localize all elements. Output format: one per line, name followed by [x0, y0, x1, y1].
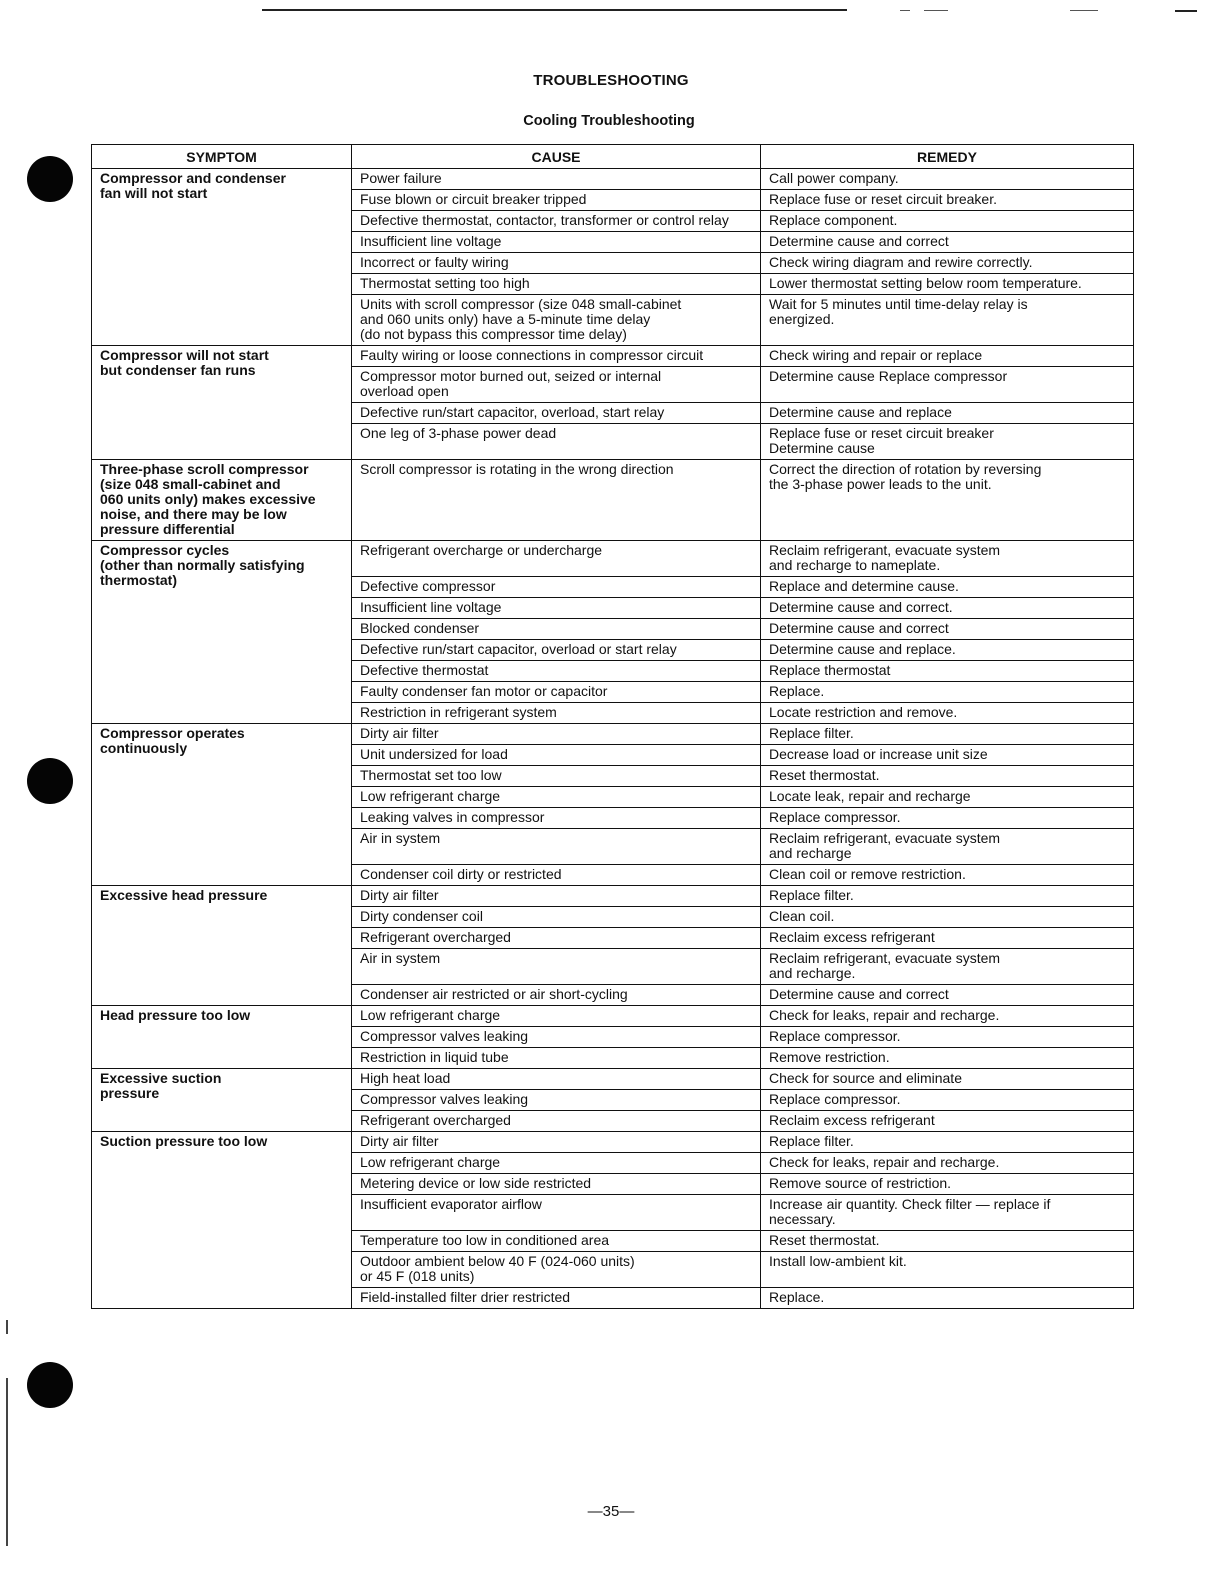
table-row [92, 460, 1134, 541]
remedy-cell: Determine cause and replace. [761, 640, 1134, 661]
remedy-cell: Replace thermostat [761, 661, 1134, 682]
remedy-cell: Replace and determine cause. [761, 577, 1134, 598]
cause-cell: Unit undersized for load [352, 745, 761, 766]
cause-cell: Thermostat setting too high [352, 274, 761, 295]
cause-cell: Metering device or low side restricted [352, 1174, 761, 1195]
remedy-cell: Determine cause and correct. [761, 598, 1134, 619]
binder-hole [27, 758, 73, 804]
cause-cell: Low refrigerant charge [352, 1006, 761, 1027]
remedy-cell: Check for leaks, repair and recharge. [761, 1006, 1134, 1027]
remedy-cell: Check for leaks, repair and recharge. [761, 1153, 1134, 1174]
table-row [92, 541, 1134, 577]
remedy-cell: Remove source of restriction. [761, 1174, 1134, 1195]
remedy-cell: Reclaim refrigerant, evacuate system and recharge to nameplate. [761, 541, 1134, 577]
remedy-cell: Reset thermostat. [761, 766, 1134, 787]
cause-cell: Scroll compressor is rotating in the wrong direction [352, 460, 761, 541]
remedy-cell: Replace filter. [761, 724, 1134, 745]
remedy-cell: Replace fuse or reset circuit breaker. [761, 190, 1134, 211]
symptom-cell: Compressor and condenser fan will not start [92, 169, 352, 346]
scan-edge-mark [6, 1378, 8, 1546]
symptom-cell: Compressor operates continuously [92, 724, 352, 886]
remedy-cell: Determine cause and correct [761, 619, 1134, 640]
remedy-cell: Reset thermostat. [761, 1231, 1134, 1252]
cause-cell: Air in system [352, 949, 761, 985]
remedy-cell: Check wiring and repair or replace [761, 346, 1134, 367]
cause-cell: One leg of 3-phase power dead [352, 424, 761, 460]
page-title: TROUBLESHOOTING [533, 72, 689, 89]
cause-cell: Leaking valves in compressor [352, 808, 761, 829]
cause-cell: Units with scroll compressor (size 048 small-cabinet and 060 units only) have a 5-minute time delay (do not bypass this compressor time delay) [352, 295, 761, 346]
cause-cell: Low refrigerant charge [352, 1153, 761, 1174]
cause-cell: Blocked condenser [352, 619, 761, 640]
cause-cell: Dirty air filter [352, 724, 761, 745]
cause-cell: Compressor motor burned out, seized or internal overload open [352, 367, 761, 403]
cause-cell: Restriction in liquid tube [352, 1048, 761, 1069]
remedy-cell: Reclaim excess refrigerant [761, 1111, 1134, 1132]
table-row [92, 1132, 1134, 1153]
remedy-cell: Replace component. [761, 211, 1134, 232]
remedy-cell: Determine cause and correct [761, 985, 1134, 1006]
cause-cell: Insufficient line voltage [352, 232, 761, 253]
table-row [92, 886, 1134, 907]
cause-cell: Defective thermostat, contactor, transformer or control relay [352, 211, 761, 232]
remedy-cell: Replace filter. [761, 886, 1134, 907]
remedy-cell: Check wiring diagram and rewire correctly. [761, 253, 1134, 274]
remedy-cell: Lower thermostat setting below room temperature. [761, 274, 1134, 295]
cause-cell: Air in system [352, 829, 761, 865]
remedy-cell: Call power company. [761, 169, 1134, 190]
cause-cell: Compressor valves leaking [352, 1090, 761, 1111]
cause-cell: High heat load [352, 1069, 761, 1090]
remedy-cell: Decrease load or increase unit size [761, 745, 1134, 766]
cause-cell: Dirty air filter [352, 886, 761, 907]
remedy-cell: Replace compressor. [761, 808, 1134, 829]
cause-cell: Insufficient evaporator airflow [352, 1195, 761, 1231]
cause-cell: Temperature too low in conditioned area [352, 1231, 761, 1252]
cause-cell: Outdoor ambient below 40 F (024-060 units) or 45 F (018 units) [352, 1252, 761, 1288]
cause-cell: Refrigerant overcharged [352, 928, 761, 949]
page-number: —35— [587, 1503, 635, 1520]
binder-hole [27, 156, 73, 202]
cause-cell: Restriction in refrigerant system [352, 703, 761, 724]
table-body [92, 169, 1134, 1309]
symptom-cell: Three-phase scroll compressor (size 048 small-cabinet and 060 units only) makes excessive noise, and there may be low pressure differential [92, 460, 352, 541]
remedy-cell: Replace. [761, 1288, 1134, 1309]
header-symptom: SYMPTOM [92, 145, 352, 169]
scan-edge-mark [6, 1320, 8, 1334]
symptom-cell: Excessive head pressure [92, 886, 352, 1006]
remedy-cell: Determine cause and correct [761, 232, 1134, 253]
symptom-cell: Compressor will not start but condenser fan runs [92, 346, 352, 460]
remedy-cell: Install low-ambient kit. [761, 1252, 1134, 1288]
binder-hole [27, 1362, 73, 1408]
top-dash [900, 10, 910, 11]
remedy-cell: Replace filter. [761, 1132, 1134, 1153]
cause-cell: Defective run/start capacitor, overload or start relay [352, 640, 761, 661]
cause-cell: Condenser air restricted or air short-cycling [352, 985, 761, 1006]
remedy-cell: Determine cause and replace [761, 403, 1134, 424]
cause-cell: Refrigerant overcharged [352, 1111, 761, 1132]
table-row [92, 1069, 1134, 1090]
symptom-cell: Excessive suction pressure [92, 1069, 352, 1132]
remedy-cell: Locate leak, repair and recharge [761, 787, 1134, 808]
cause-cell: Defective run/start capacitor, overload, start relay [352, 403, 761, 424]
remedy-cell: Clean coil. [761, 907, 1134, 928]
cause-cell: Defective thermostat [352, 661, 761, 682]
symptom-cell: Head pressure too low [92, 1006, 352, 1069]
remedy-cell: Replace. [761, 682, 1134, 703]
top-rule [262, 9, 847, 11]
cause-cell: Faulty wiring or loose connections in compressor circuit [352, 346, 761, 367]
cause-cell: Fuse blown or circuit breaker tripped [352, 190, 761, 211]
remedy-cell: Increase air quantity. Check filter — replace if necessary. [761, 1195, 1134, 1231]
remedy-cell: Correct the direction of rotation by reversing the 3-phase power leads to the unit. [761, 460, 1134, 541]
header-cause: CAUSE [352, 145, 761, 169]
cause-cell: Dirty air filter [352, 1132, 761, 1153]
cause-cell: Condenser coil dirty or restricted [352, 865, 761, 886]
table-row [92, 724, 1134, 745]
symptom-cell: Compressor cycles (other than normally satisfying thermostat) [92, 541, 352, 724]
symptom-cell: Suction pressure too low [92, 1132, 352, 1309]
remedy-cell: Locate restriction and remove. [761, 703, 1134, 724]
remedy-cell: Replace compressor. [761, 1090, 1134, 1111]
top-dash [1175, 10, 1197, 12]
remedy-cell: Clean coil or remove restriction. [761, 865, 1134, 886]
remedy-cell: Replace compressor. [761, 1027, 1134, 1048]
table-row [92, 169, 1134, 190]
cause-cell: Incorrect or faulty wiring [352, 253, 761, 274]
remedy-cell: Replace fuse or reset circuit breaker Determine cause [761, 424, 1134, 460]
table-header [92, 145, 1134, 169]
remedy-cell: Reclaim refrigerant, evacuate system and recharge. [761, 949, 1134, 985]
remedy-cell: Wait for 5 minutes until time-delay relay is energized. [761, 295, 1134, 346]
cause-cell: Field-installed filter drier restricted [352, 1288, 761, 1309]
cause-cell: Defective compressor [352, 577, 761, 598]
cause-cell: Low refrigerant charge [352, 787, 761, 808]
table-row [92, 346, 1134, 367]
cause-cell: Thermostat set too low [352, 766, 761, 787]
cause-cell: Compressor valves leaking [352, 1027, 761, 1048]
remedy-cell: Determine cause Replace compressor [761, 367, 1134, 403]
cause-cell: Dirty condenser coil [352, 907, 761, 928]
header-remedy: REMEDY [761, 145, 1134, 169]
cause-cell: Power failure [352, 169, 761, 190]
table-row [92, 1006, 1134, 1027]
troubleshooting-table [91, 144, 1134, 1309]
cause-cell: Refrigerant overcharge or undercharge [352, 541, 761, 577]
cause-cell: Faulty condenser fan motor or capacitor [352, 682, 761, 703]
remedy-cell: Reclaim excess refrigerant [761, 928, 1134, 949]
remedy-cell: Reclaim refrigerant, evacuate system and recharge [761, 829, 1134, 865]
top-dash [924, 10, 948, 11]
top-dash [1070, 10, 1098, 11]
table-title: Cooling Troubleshooting [523, 113, 695, 129]
cause-cell: Insufficient line voltage [352, 598, 761, 619]
remedy-cell: Remove restriction. [761, 1048, 1134, 1069]
header-row [92, 145, 1134, 169]
remedy-cell: Check for source and eliminate [761, 1069, 1134, 1090]
